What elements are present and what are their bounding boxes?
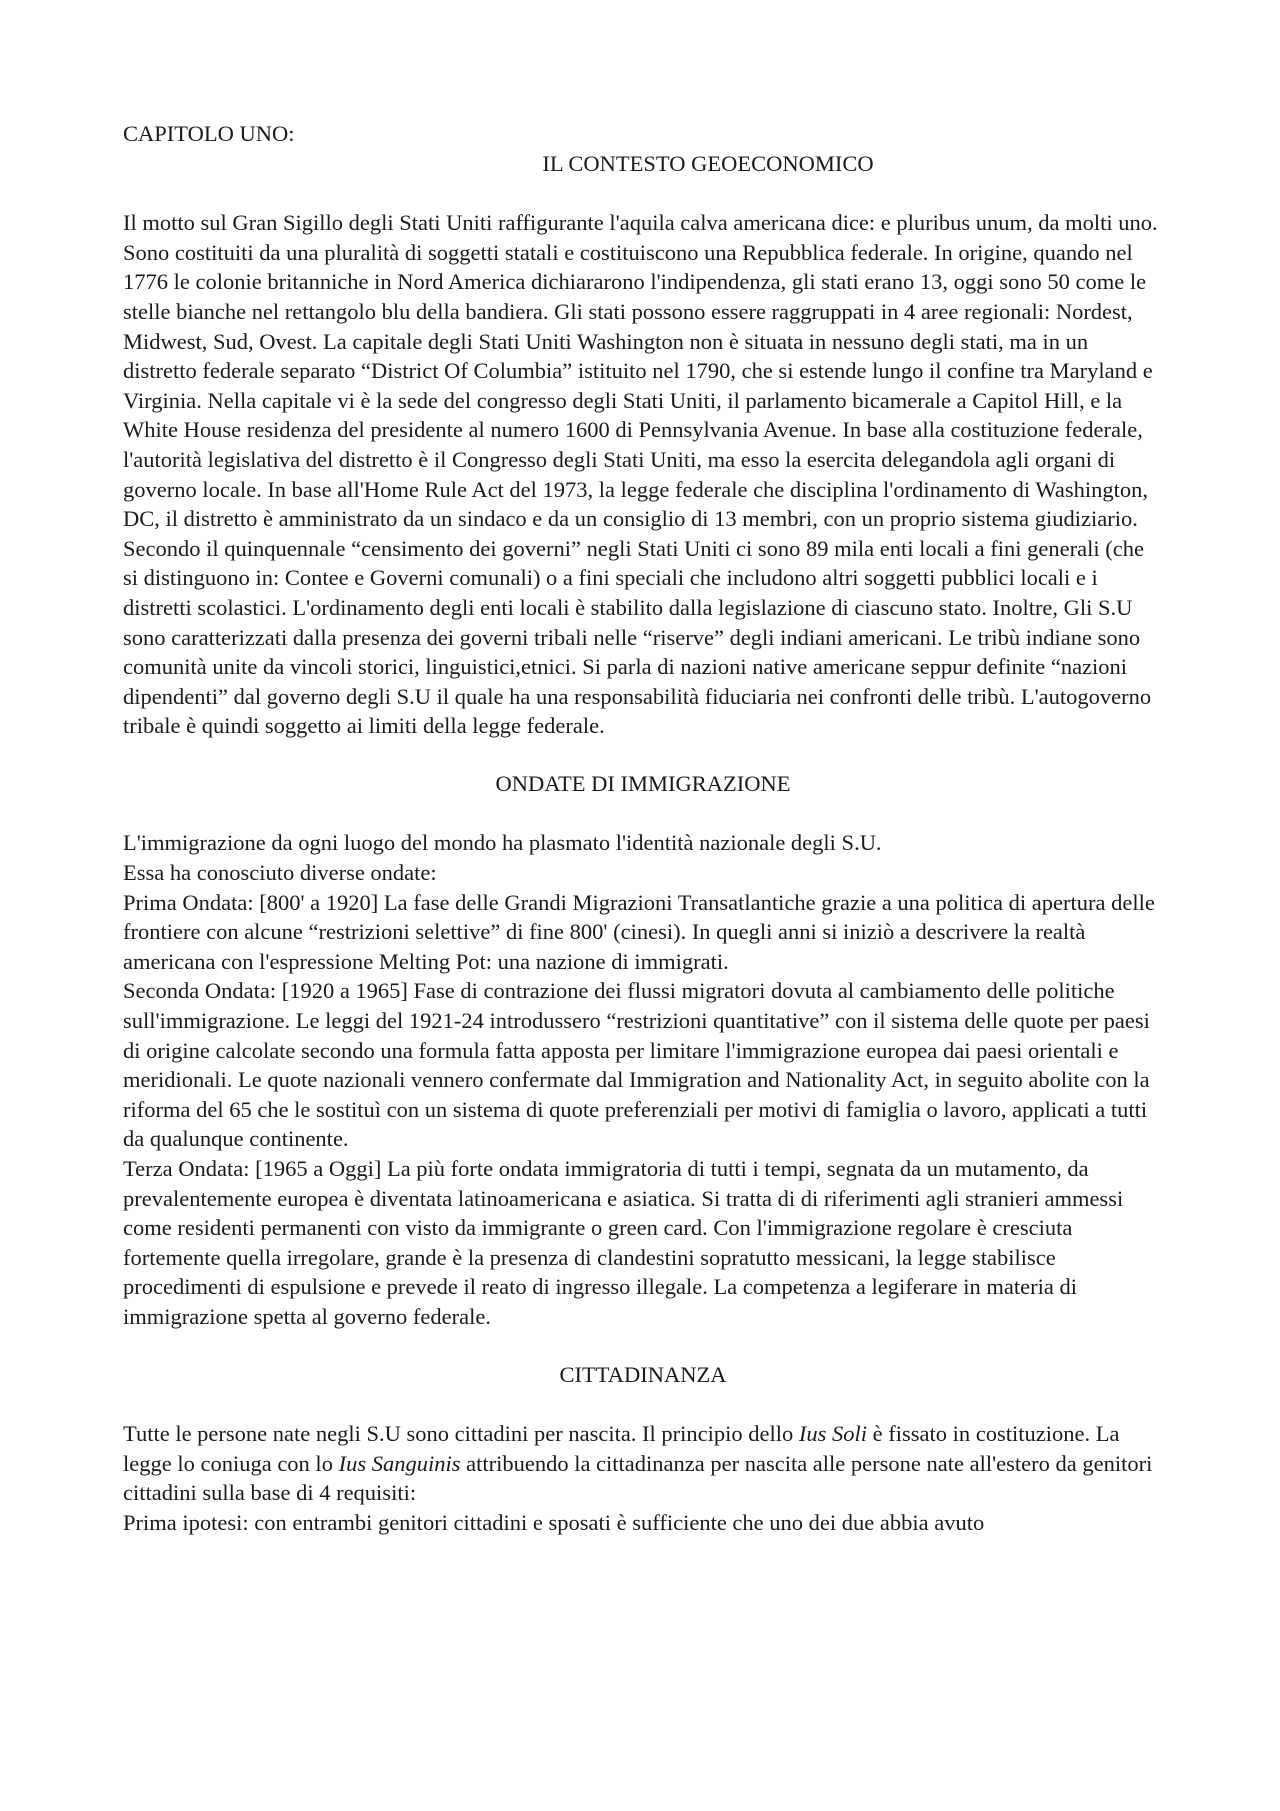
citizenship-text-a: Tutte le persone nate negli S.U sono cittadini per nascita. Il principio dello <box>123 1421 799 1447</box>
section-heading-immigration: ONDATE DI IMMIGRAZIONE <box>495 770 791 796</box>
immigration-waves-intro: Essa ha conosciuto diverse ondate: <box>123 860 437 886</box>
intro-paragraph: Il motto sul Gran Sigillo degli Stati Uniti raffigurante l'aquila calva americana dice: e pluribus unum, da molti uno. Sono costituiti da una pluralità di soggetti statali e costituiscono una Repubblica federale. In origine, quando nel 1776 le colonie britanniche in Nord America dichiararono l'indipendenza, gli stati erano 13, oggi sono 50 come le stelle bianche nel rettangolo blu della bandiera. Gli stati possono essere raggruppati in 4 aree regionali: Nordest, Midwest, Sud, Ovest. La capitale degli Stati Uniti Washington non è situata in nessuno degli stati, ma in un distretto federale separato “District Of Columbia” istituito nel 1790, che si estende lungo il confine tra Maryland e Virginia. Nella capitale vi è la sede del congresso degli Stati Uniti, il parlamento bicamerale a Capitol Hill, e la White House residenza del presidente al numero 1600 di Pennsylvania Avenue. In base alla costituzione federale, l'autorità legislativa del distretto è il Congresso degli Stati Uniti, ma esso la esercita delegandola agli organi di governo locale. In base all'Home Rule Act del 1973, la legge federale che disciplina l'ordinamento di Washington, DC, il distretto è amministrato da un sindaco e da un consiglio di 13 membri, con un proprio sistema giudiziario. Secondo il quinquennale “censimento dei governi” negli Stati Uniti ci sono 89 mila enti locali a fini generali (che si distinguono in: Contee e Governi comunali) o a fini speciali che includono altri soggetti pubblici locali e i distretti scolastici. L'ordinamento degli enti locali è stabilito dalla legislazione di ciascuno stato. Inoltre, Gli S.U sono caratterizzati dalla presenza dei governi tribali nelle “riserve” degli indiani americani. Le tribù indiane sono comunità unite da vincoli storici, linguistici,etnici. Si parla di nazioni native americane seppur definite “nazioni dipendenti” dal governo degli S.U il quale ha una responsabilità fiduciaria nei confronti delle tribù. L'autogoverno tribale è quindi soggetto ai limiti della legge federale. <box>123 210 1158 739</box>
immigration-intro-line: L'immigrazione da ogni luogo del mondo ha plasmato l'identità nazionale degli S.U. <box>123 830 882 856</box>
citizenship-section <box>123 1419 1163 1537</box>
hypothesis-first: Prima ipotesi: con entrambi genitori cittadini e sposati è sufficiente che uno dei due abbia avuto <box>123 1509 985 1535</box>
citizenship-paragraph <box>123 1419 1163 1508</box>
chapter-label: CAPITOLO UNO: <box>123 121 295 146</box>
citizenship-text-b: è fissato in costituzione. La legge lo coniuga con lo <box>123 1421 1120 1476</box>
citizenship-text-c: attribuendo la cittadinanza per nascita alle persone nate all'estero da genitori cittadini sulla base di 4 requisiti: <box>123 1450 1153 1506</box>
chapter-title: IL CONTESTO GEOECONOMICO <box>542 150 874 176</box>
section-heading-citizenship: CITTADINANZA <box>559 1361 727 1387</box>
wave-first: Prima Ondata: [800' a 1920] La fase delle Grandi Migrazioni Transatlantiche grazie a una politica di apertura delle frontiere con alcune “restrizioni selettive” di fine 800' (cinesi). In quegli anni si iniziò a descrivere la realtà americana con l'espressione Melting Pot: una nazione di immigrati. <box>123 889 1155 974</box>
ius-sanguinis-term: Ius Sanguinis <box>338 1450 461 1476</box>
wave-second: Seconda Ondata: [1920 a 1965] Fase di contrazione dei flussi migratori dovuta al cambiamento delle politiche sull'immigrazione. Le leggi del 1921-24 introdussero “restrizioni quantitative” con il sistema delle quote per paesi di origine calcolate secondo una formula fatta apposta per limitare l'immigrazione europea dai paesi orientali e meridionali. Le quote nazionali vennero confermate dal Immigration and Nationality Act, in seguito abolite con la riforma del 65 che le sostituì con un sistema di quote preferenziali per motivi di famiglia o lavoro, applicati a tutti da qualunque continente. <box>123 978 1150 1152</box>
ius-soli-term: Ius Soli <box>798 1421 868 1447</box>
wave-third: Terza Ondata: [1965 a Oggi] La più forte ondata immigratoria di tutti i tempi, segnata da un mutamento, da prevalentemente europea è diventata latinoamericana e asiatica. Si tratta di di riferimenti agli stranieri ammessi come residenti permanenti con visto da immigrante o green card. Con l'immigrazione regolare è cresciuta fortemente quella irregolare, grande è la presenza di clandestini sopratutto messicani, la legge stabilisce procedimenti di espulsione e prevede il reato di ingresso illegale. La competenza a legiferare in materia di immigrazione spetta al governo federale. <box>123 1156 1124 1329</box>
document-page <box>123 119 1163 1538</box>
immigration-section <box>123 828 1163 1331</box>
